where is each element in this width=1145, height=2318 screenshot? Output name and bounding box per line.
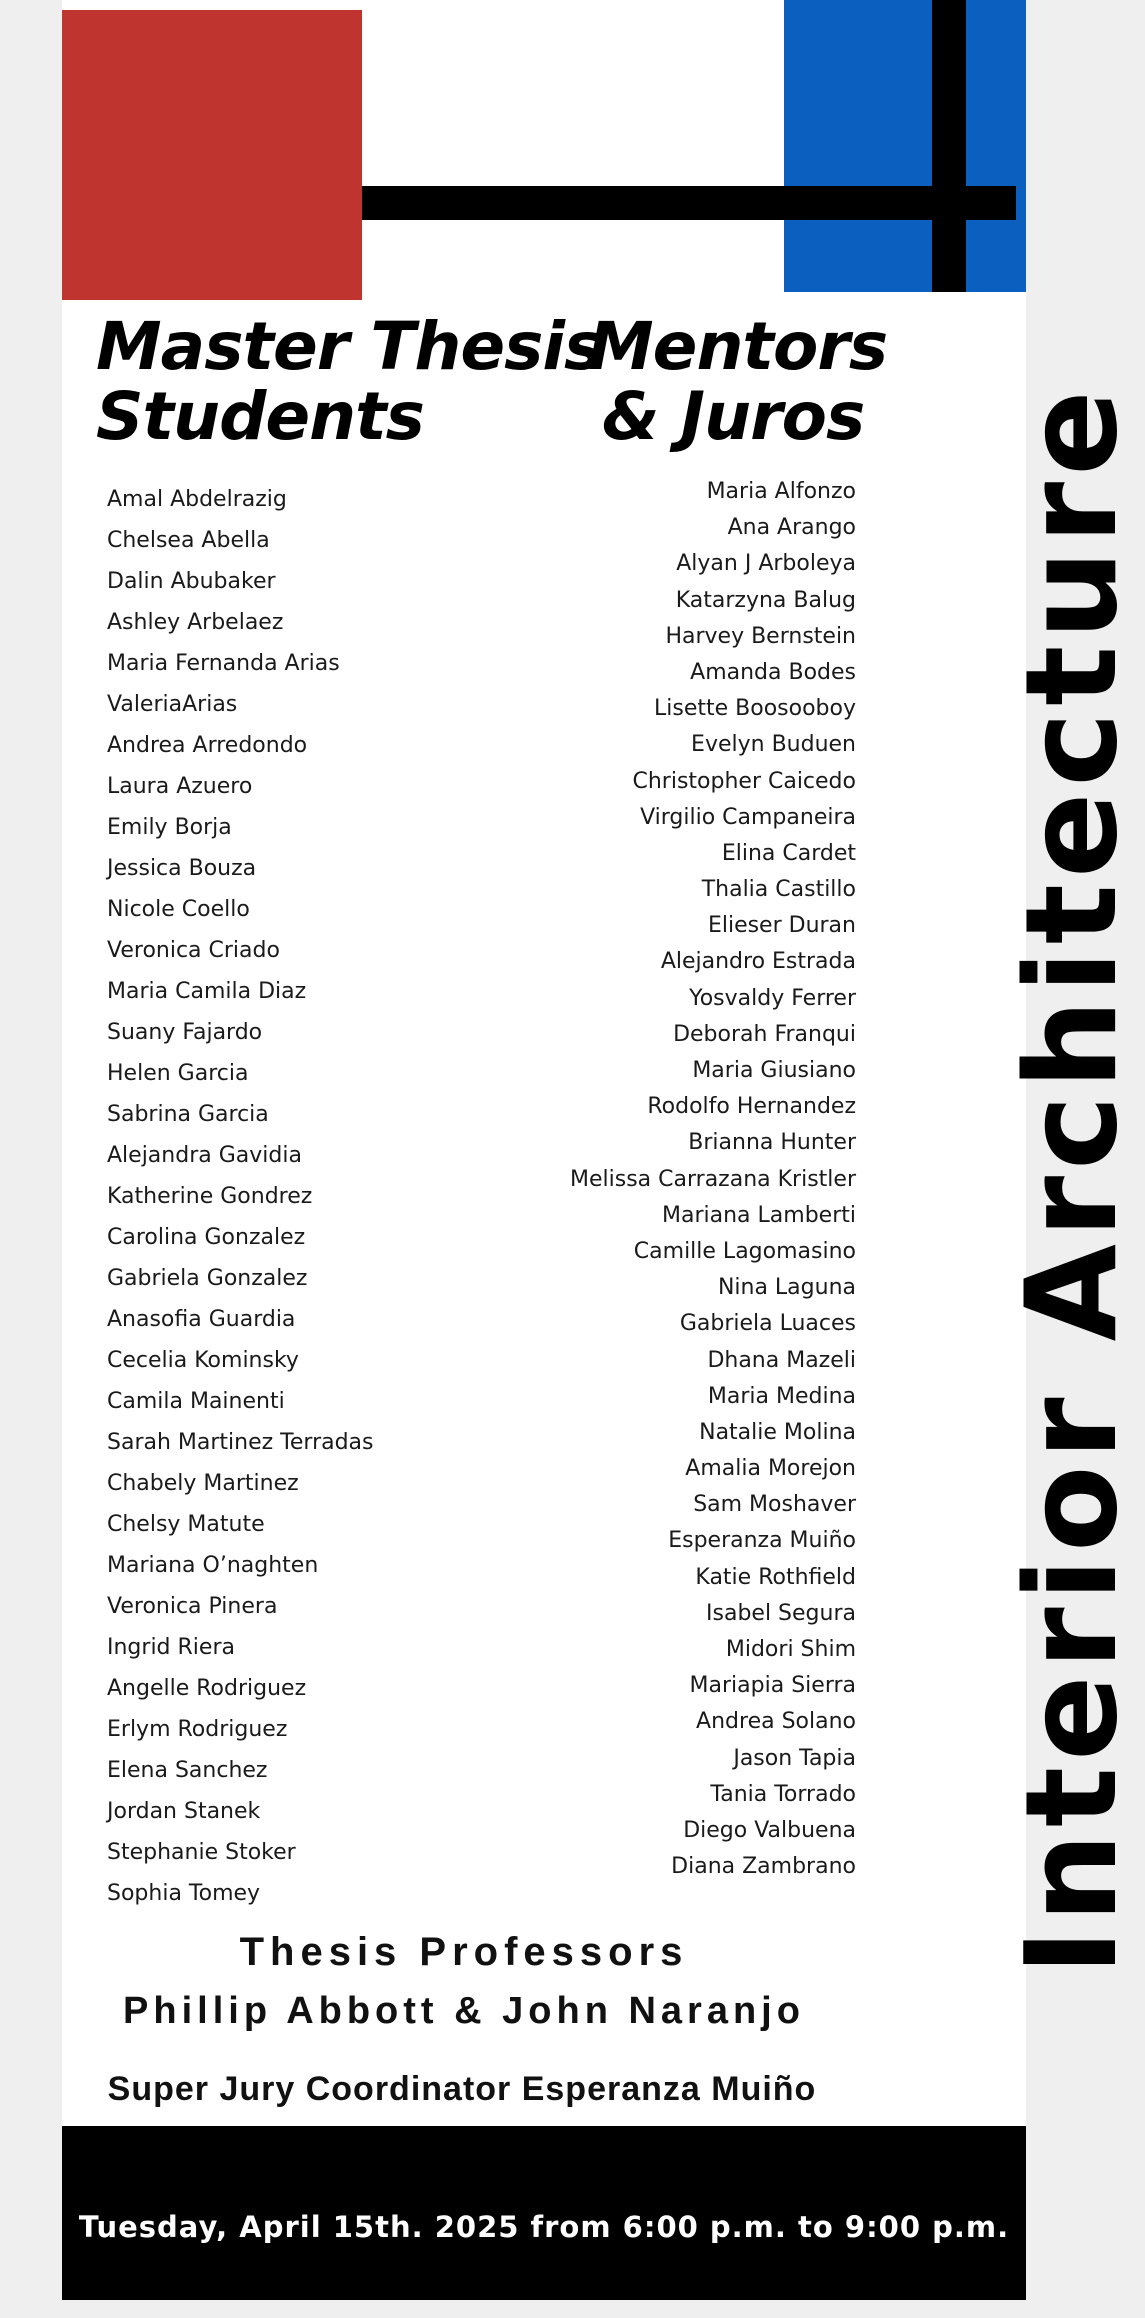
mentor-name: Natalie Molina (699, 1419, 856, 1445)
mentor-name: Katie Rothfield (695, 1564, 856, 1590)
mentor-name: Elina Cardet (721, 840, 856, 866)
mentor-name: Thalia Castillo (701, 877, 856, 903)
student-name: Jordan Stanek (107, 1799, 261, 1824)
event-band (62, 2126, 1026, 2300)
student-name: ValeriaArias (107, 692, 238, 717)
mentor-name: Rodolfo Hernandez (647, 1094, 856, 1120)
mentor-name: Jason Tapia (733, 1745, 856, 1771)
mentor-name: Elieser Duran (707, 913, 856, 939)
mentors-heading (588, 308, 888, 455)
student-name: Elena Sanchez (107, 1758, 268, 1783)
mentor-name: Yosvaldy Ferrer (689, 985, 856, 1011)
mentor-name: Midori Shim (725, 1637, 856, 1662)
mentors-heading-line2: & Juros (602, 378, 865, 455)
blue-color-block (784, 0, 1026, 292)
mentor-name: Ana Arango (727, 515, 856, 541)
student-name: Maria Camila Diaz (107, 979, 307, 1004)
student-name: Andrea Arredondo (107, 733, 308, 758)
mentor-name: Virgilio Campaneira (640, 804, 856, 830)
mentor-name: Amalia Morejon (685, 1456, 856, 1482)
mentor-name: Melissa Carrazana Kristler (570, 1166, 856, 1192)
student-name: Katherine Gondrez (107, 1184, 313, 1209)
horizontal-black-bar (362, 186, 1016, 220)
mentor-name: Esperanza Muiño (668, 1528, 856, 1554)
student-name: Erlym Rodriguez (107, 1717, 288, 1742)
red-color-block (62, 10, 362, 300)
mentor-name: Dhana Mazeli (707, 1347, 856, 1373)
mentor-name: Evelyn Buduen (691, 732, 856, 758)
student-name: Sabrina Garcia (107, 1102, 269, 1127)
thesis-professors-label: Thesis Professors (239, 1930, 689, 1974)
super-jury-coordinator: Super Jury Coordinator Esperanza Muiño (107, 2070, 817, 2108)
vertical-black-bar (932, 0, 966, 292)
mentor-name: Diana Zambrano (671, 1854, 856, 1880)
student-name: Sarah Martinez Terradas (107, 1430, 374, 1455)
mentor-name: Maria Alfonzo (706, 479, 856, 504)
students-list (107, 484, 374, 1919)
student-name: Carolina Gonzalez (107, 1225, 306, 1250)
student-name: Anasofia Guardia (107, 1307, 296, 1332)
mentor-name: Tania Torrado (710, 1781, 856, 1807)
mentor-name: Maria Medina (707, 1383, 856, 1409)
poster (62, 0, 1145, 2300)
student-name: Gabriela Gonzalez (107, 1266, 308, 1291)
student-name: Alejandra Gavidia (107, 1143, 302, 1168)
student-name: Mariana O’naghten (107, 1553, 319, 1578)
student-name: Veronica Pinera (107, 1594, 278, 1619)
student-name: Emily Borja (107, 815, 232, 840)
mentor-name: Isabel Segura (706, 1600, 856, 1626)
mentors-heading-line1: Mentors (588, 308, 888, 385)
mentor-name: Diego Valbuena (683, 1817, 856, 1843)
student-name: Maria Fernanda Arias (107, 651, 340, 676)
student-name: Ashley Arbelaez (107, 610, 284, 635)
mentor-name: Amanda Bodes (690, 659, 856, 685)
mentor-name: Katarzyna Balug (675, 587, 856, 613)
student-name: Chelsea Abella (107, 528, 270, 553)
student-name: Angelle Rodriguez (107, 1676, 307, 1701)
student-name: Sophia Tomey (107, 1881, 261, 1906)
student-name: Dalin Abubaker (107, 569, 276, 594)
mentor-name: Andrea Solano (696, 1709, 856, 1735)
students-heading-line2: Students (96, 378, 424, 455)
mentor-name: Sam Moshaver (693, 1492, 856, 1518)
interior-architecture-title: Interior Architecture (998, 384, 1145, 1976)
students-heading (96, 308, 603, 455)
mentor-name: Maria Giusiano (692, 1058, 856, 1083)
mentor-name: Mariana Lamberti (662, 1202, 856, 1228)
mentor-name: Alejandro Estrada (660, 949, 856, 975)
student-name: Suany Fajardo (107, 1020, 263, 1045)
mentor-name: Mariapia Sierra (689, 1673, 856, 1699)
students-heading-line1: Master Thesis (96, 308, 603, 385)
mentor-name: Lisette Boosooboy (654, 696, 856, 722)
student-name: Helen Garcia (107, 1061, 249, 1086)
student-name: Chelsy Matute (107, 1512, 265, 1537)
student-name: Stephanie Stoker (107, 1840, 296, 1865)
student-name: Chabely Martinez (107, 1471, 299, 1496)
mentor-name: Nina Laguna (717, 1275, 856, 1301)
mentor-name: Camille Lagomasino (633, 1238, 856, 1264)
student-name: Cecelia Kominsky (107, 1348, 299, 1373)
student-name: Amal Abdelrazig (107, 487, 287, 512)
mentor-name: Harvey Bernstein (665, 623, 856, 649)
student-name: Veronica Criado (107, 938, 280, 963)
event-date: Tuesday, April 15th. 2025 from 6:00 p.m. to 9:00 p.m. (78, 2210, 1010, 2244)
student-name: Camila Mainenti (107, 1389, 285, 1414)
student-name: Jessica Bouza (107, 856, 257, 881)
mentor-name: Alyan J Arboleya (676, 551, 856, 577)
student-name: Laura Azuero (107, 774, 253, 799)
mentor-name: Deborah Franqui (673, 1021, 856, 1047)
mentor-name: Brianna Hunter (688, 1130, 856, 1156)
student-name: Ingrid Riera (107, 1635, 235, 1660)
mentor-name: Gabriela Luaces (679, 1311, 856, 1337)
mentors-list (570, 474, 856, 1885)
thesis-professors-names: Phillip Abbott & John Naranjo (123, 1990, 805, 2032)
mentor-name: Christopher Caicedo (632, 768, 856, 794)
student-name: Nicole Coello (107, 897, 250, 922)
